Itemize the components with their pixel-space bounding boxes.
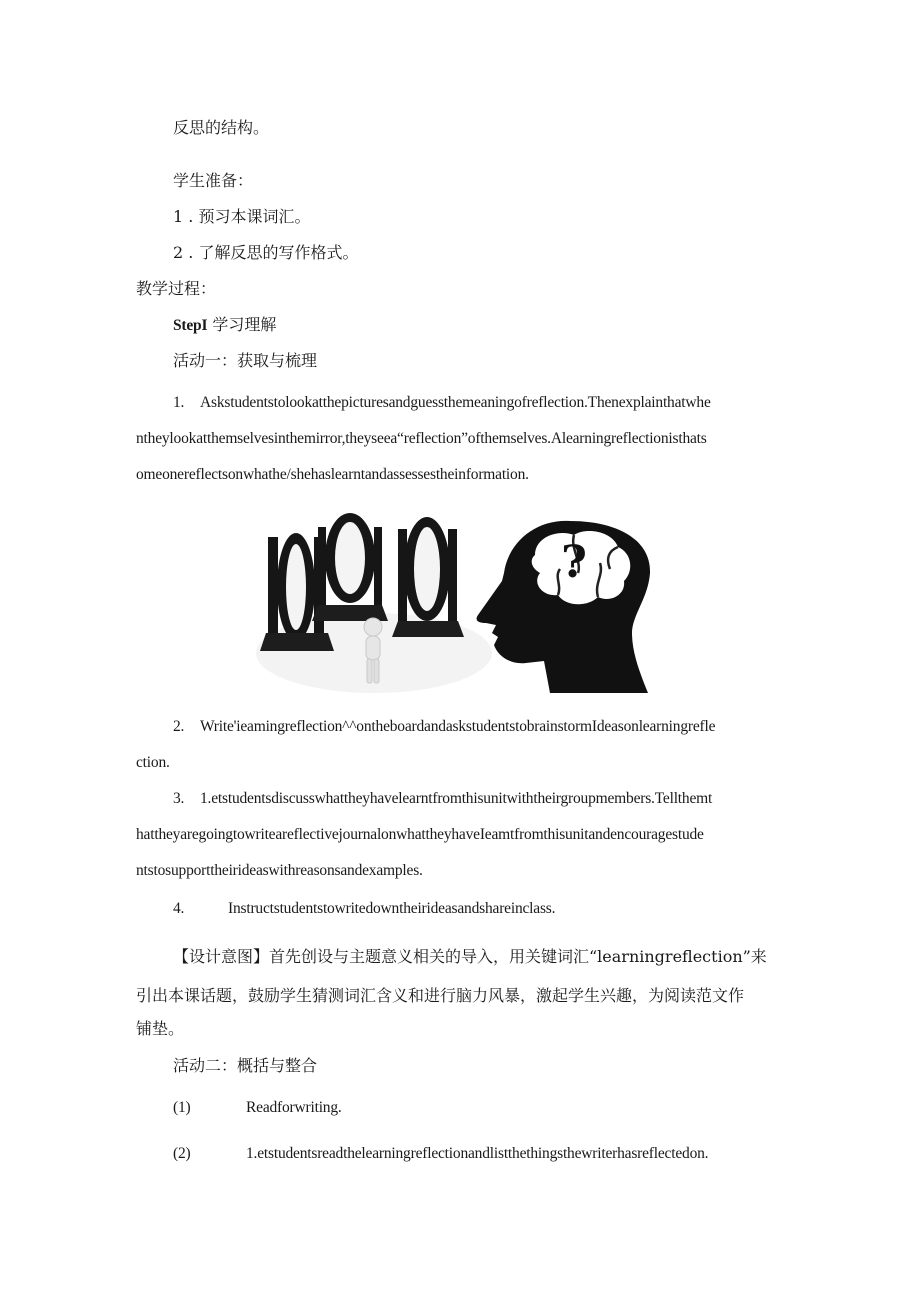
step-heading bbox=[173, 315, 276, 336]
step-title: 学习理解 bbox=[207, 315, 277, 334]
item-1-line-1: Askstudentstolookatthepicturesandguessthemeaningofreflection.Thenexplainthatwhe bbox=[200, 394, 711, 411]
reflection-illustration bbox=[252, 503, 664, 698]
mirror-right bbox=[392, 517, 464, 637]
item-3-line-2: hattheyaregoingtowriteareflectivejournalonwhattheyhaveIeamtfromthisunitandencouragestude bbox=[136, 826, 704, 843]
item-3-number: 3. bbox=[173, 790, 185, 807]
activity-2-item-2-text: 1.etstudentsreadthelearningreflectionandlistthethingsthewriterhasreflectedon. bbox=[246, 1145, 709, 1162]
item-3-line-3: ntstosupporttheirideaswithreasonsandexamples. bbox=[136, 862, 423, 879]
item-2-line-2: ction. bbox=[136, 754, 170, 771]
item-4-line-1: Instructstudentstowritedowntheirideasandshareinclass. bbox=[228, 900, 556, 917]
item-1-number: 1. bbox=[173, 394, 185, 411]
item-1-line-3: omeonereflectsonwhathe/shehaslearntandassessestheinformation. bbox=[136, 466, 529, 483]
activity-1-heading: 活动一：获取与梳理 bbox=[173, 351, 318, 370]
item-3-line-1: 1.etstudentsdiscusswhattheyhavelearntfromthisunitwiththeirgroupmembers.Tellthemt bbox=[200, 790, 713, 807]
student-prep-heading: 学生准备： bbox=[173, 171, 254, 190]
design-intent-line-1: 【设计意图】首先创设与主题意义相关的导入，用关键词汇“learningreflection”来 bbox=[173, 947, 767, 966]
item-4-number: 4. bbox=[173, 900, 185, 917]
step-label: StepI bbox=[173, 317, 208, 334]
teaching-process-heading: 教学过程： bbox=[136, 279, 217, 298]
question-mark-icon: ? bbox=[561, 537, 587, 588]
design-intent-line-2: 引出本课话题，鼓励学生猜测词汇含义和进行脑力风暴，激起学生兴趣，为阅读范文作 bbox=[136, 986, 745, 1005]
activity-2-item-1-text: Readforwriting. bbox=[246, 1099, 342, 1116]
prep-text-line: 反思的结构。 bbox=[173, 118, 270, 137]
design-intent-line-3: 铺垫。 bbox=[136, 1019, 185, 1038]
prep-item-1: 1 . 预习本课词汇。 bbox=[173, 207, 311, 226]
prep-item-2: 2 . 了解反思的写作格式。 bbox=[173, 243, 359, 262]
activity-2-heading: 活动二：概括与整合 bbox=[173, 1056, 318, 1075]
activity-2-item-2-number: (2) bbox=[173, 1145, 191, 1162]
item-2-line-1: Write'ieamingreflection^^ontheboardandaskstudentstobrainstormIdeasonlearningrefle bbox=[200, 718, 716, 735]
item-1-line-2: ntheylookatthemselvesinthemirror,theyseea“reflection”ofthemselves.Alearningreflectionisthats bbox=[136, 430, 707, 447]
activity-2-item-1-number: (1) bbox=[173, 1099, 191, 1116]
item-2-number: 2. bbox=[173, 718, 185, 735]
